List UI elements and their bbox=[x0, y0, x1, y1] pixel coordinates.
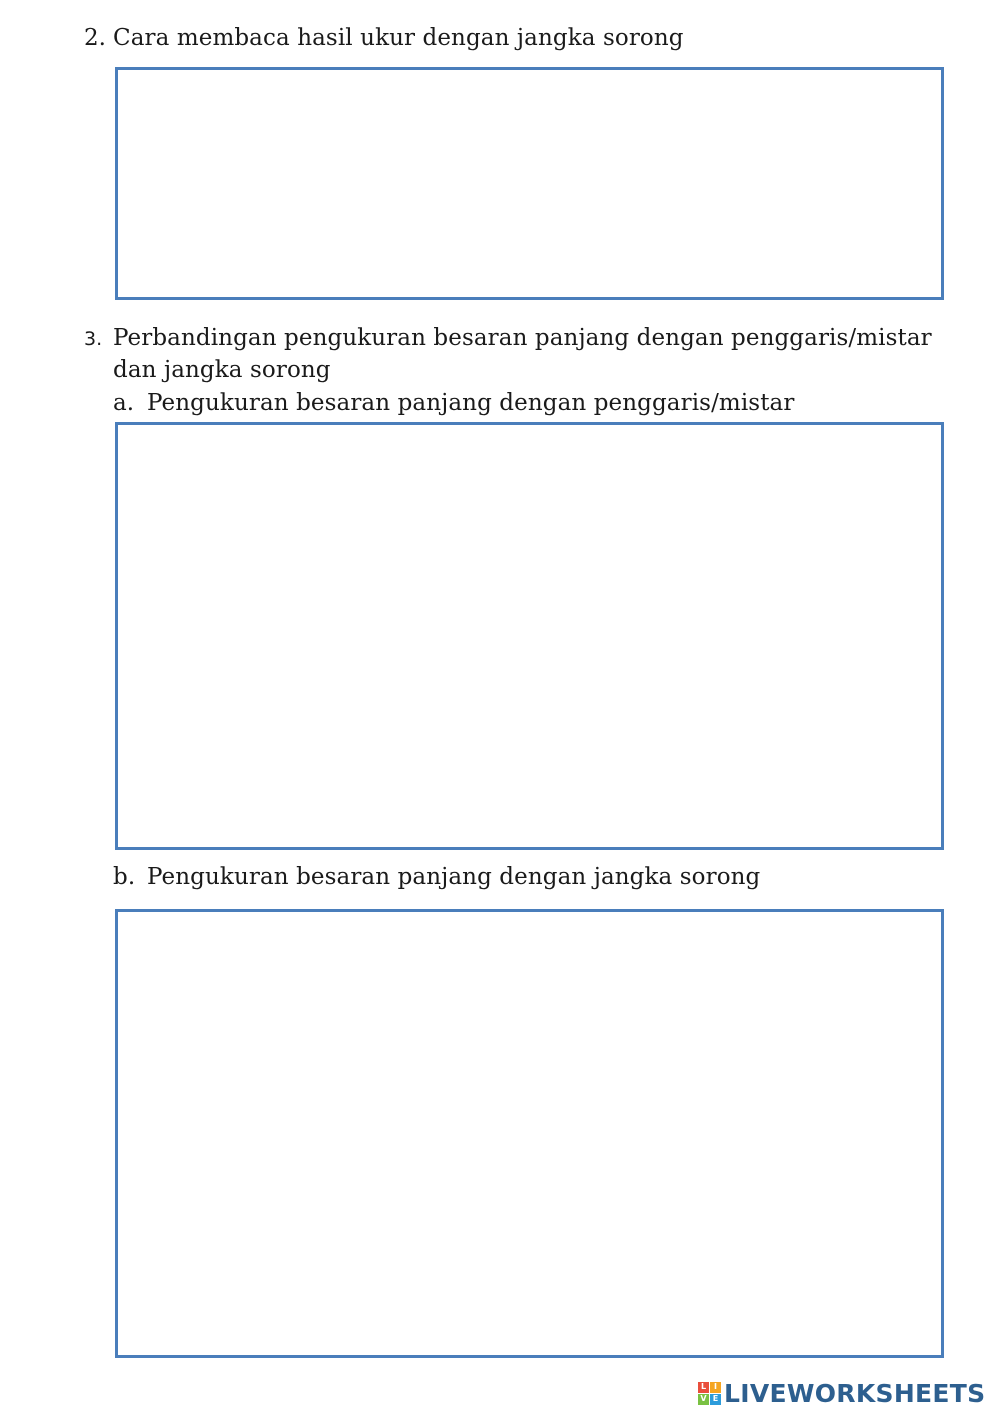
question-2-text: Cara membaca hasil ukur dengan jangka sorong bbox=[113, 25, 684, 51]
answer-box-question-3b[interactable] bbox=[115, 909, 944, 1358]
logo-tile: I bbox=[710, 1382, 721, 1393]
question-3-number: 3. bbox=[84, 328, 103, 350]
liveworksheets-logo-icon bbox=[698, 1382, 721, 1405]
logo-tile: V bbox=[698, 1394, 709, 1405]
liveworksheets-wordmark: LIVEWORKSHEETS bbox=[724, 1378, 986, 1408]
liveworksheets-logo bbox=[698, 1378, 985, 1408]
question-3a-letter: a. bbox=[113, 390, 135, 416]
question-3a-text: Pengukuran besaran panjang dengan penggaris/mistar bbox=[147, 390, 795, 416]
answer-box-question-3a[interactable] bbox=[115, 422, 944, 850]
question-2-number: 2. bbox=[84, 25, 106, 51]
question-3b-text: Pengukuran besaran panjang dengan jangka sorong bbox=[147, 864, 761, 890]
answer-box-question-2[interactable] bbox=[115, 67, 944, 300]
question-3-text-line-2: dan jangka sorong bbox=[113, 357, 331, 383]
question-3b-letter: b. bbox=[113, 864, 136, 890]
logo-tile: E bbox=[710, 1394, 721, 1405]
logo-tile: L bbox=[698, 1382, 709, 1393]
question-3-text-line-1: Perbandingan pengukuran besaran panjang dengan penggaris/mistar bbox=[113, 325, 932, 351]
